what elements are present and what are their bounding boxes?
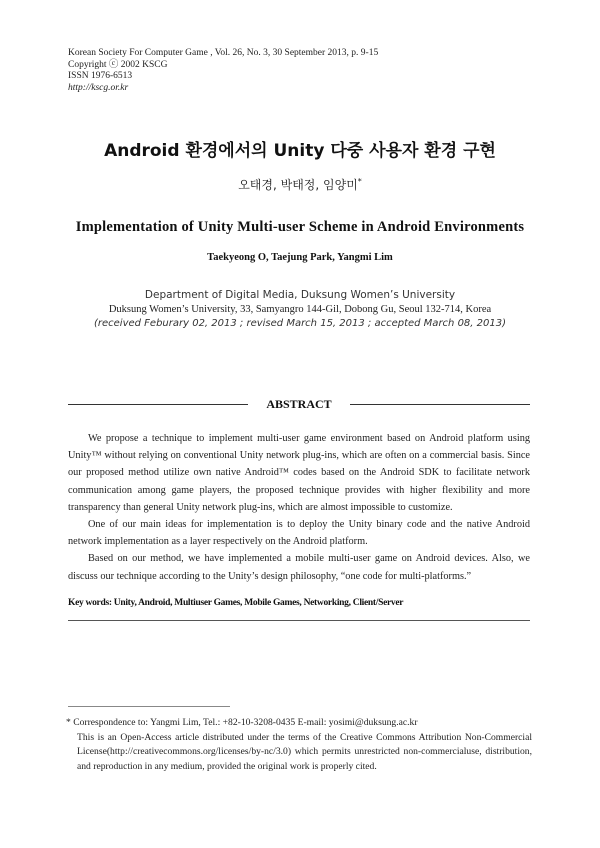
abstract-paragraph-1: We propose a technique to implement multi-user game environment based on Android platform using Unity™ without relying on conventional Unity network plug-ins, which are often on a commercial basis. Since our proposed method utilize own native Android™ codes based on the Android SDK to facilitate network communication among game players, the proposed technique provides with higher flexibility and more transparency than general Unity network plug-ins, which are almost impossible to customize.: [68, 433, 530, 513]
license-note: This is an Open-Access article distributed under the terms of the Creative Commons Attribution Non-Commercial License(http://creativecommons.org/licenses/by-nc/3.0) which permits unrestricted non-commercialuse, distribution, and reproduction in any medium, provided the original work is properly cited.: [77, 731, 532, 772]
received-dates: (received Feburary 02, 2013 ; revised March 15, 2013 ; accepted March 08, 2013): [93, 318, 506, 329]
copyright-line: Copyright ⓒ 2002 KSCG: [68, 59, 168, 70]
abstract-rule-right: [350, 404, 530, 405]
english-title: Implementation of Unity Multi-user Scheme in Android Environments: [75, 219, 525, 235]
korean-authors: [0, 176, 600, 193]
corresponding-author-mark: *: [357, 177, 362, 186]
journal-header: [68, 48, 378, 94]
keywords-divider: [68, 620, 530, 621]
abstract-heading: ABSTRACT: [266, 397, 332, 411]
korean-title: Android 환경에서의 Unity 다중 사용자 환경 구현: [104, 141, 496, 161]
affiliation-address: Duksung Women’s University, 33, Samyangro 144-Gil, Dobong Gu, Seoul 132-714, Korea: [108, 304, 492, 315]
abstract-paragraph-2: One of our main ideas for implementation is to deploy the Unity binary code and the native Android network implementation as a layer respectively on the Android platform.: [68, 519, 530, 548]
korean-author-names: 오태경, 박태정, 임양미: [238, 178, 358, 192]
footnote-divider: [68, 706, 230, 707]
correspondence-note: * Correspondence to: Yangmi Lim, Tel.: +82-10-3208-0435 E-mail: yosimi@duksung.ac.kr: [66, 717, 418, 728]
abstract-paragraph-3: Based on our method, we have implemented a mobile multi-user game on Android devices. Also, we discuss our technique according to the Unity’s design philosophy, “one code for multi-platforms.”: [68, 553, 530, 582]
english-authors: Taekyeong O, Taejung Park, Yangmi Lim: [207, 252, 393, 263]
issn-line: ISSN 1976-6513: [68, 71, 133, 81]
affiliation-department: Department of Digital Media, Duksung Women’s University: [144, 289, 456, 301]
abstract-body: [68, 430, 530, 585]
journal-url-link[interactable]: http://kscg.or.kr: [68, 82, 129, 93]
footnote: [66, 716, 532, 774]
keywords: Key words: Unity, Android, Multiuser Games, Mobile Games, Networking, Client/Server: [68, 598, 404, 608]
abstract-heading-row: [68, 397, 530, 411]
journal-citation: Korean Society For Computer Game , Vol. 26, No. 3, 30 September 2013, p. 9-15: [68, 48, 379, 58]
